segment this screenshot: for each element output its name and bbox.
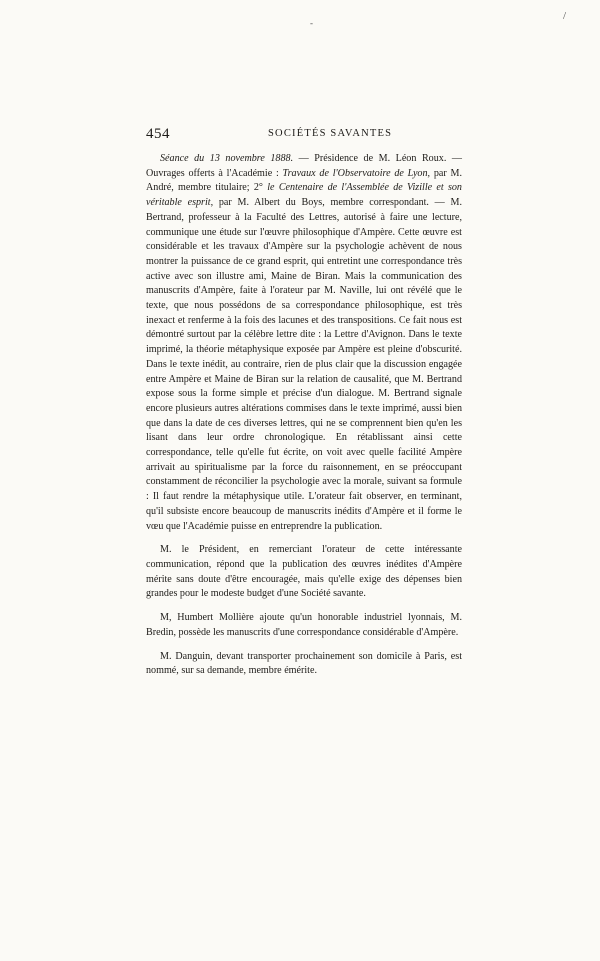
paragraph-session-report: [146, 152, 462, 534]
paragraph-president-reply: M. le Président, en remerciant l'orateur de cette intéressante communication, répond que la publication des œuvres inédites d'Ampère mérite sans doute d'être encouragée, mais qu'elle exige des dépenses bien grandes pour le modeste budget d'une Société savante.: [146, 544, 462, 600]
paragraph-text-b: par M. André, membre titulaire; 2°: [146, 167, 463, 194]
page-number: 454: [146, 126, 170, 142]
work-title-1: Travaux de l'Observatoire de Lyon,: [282, 167, 431, 179]
stray-mark-top: -: [310, 18, 313, 28]
running-head: [146, 126, 462, 144]
paragraph-text-c: par M. Albert du Boys, membre correspondant. — M. Bertrand, professeur à la Faculté des Lettres, autorisé à faire une lecture, communique une étude sur l'œuvre philosophique d'Ampère. Cette œuvre est considérable et les travaux d'Ampère sur la psychologie achèvent de nous montrer la puissance de ce grand esprit, qui entretint une correspondance très active avec son illustre ami, Maine de Biran. Mais la communication des manuscrits d'Ampère, faite à l'orateur par M. Naville, lui ont révélé que le texte, que nous possédons de sa correspondance philosophique, est très inexact et renferme à la fois des lacunes et des transpositions. Ce fait nous est démontré surtout par la célèbre lettre dite : la Lettre d'Avignon. Dans le texte imprimé, la théorie métaphysique exposée par Ampère est pleine d'obscurité. Dans le texte inédit, au contraire, rien de plus clair que la discussion engagée entre Ampère et Maine de Biran sur la relation de causalité, que M. Bertrand expose sous la forme simple et précise d'un dialogue. M. Bertrand signale encore plusieurs autres altérations commises dans le texte imprimé, aussi bien que dans la date de ces diverses lettres, qui ne se comprennent bien qu'en les lisant dans leur ordre chronologique. En rétablissant ainsi cette correspondance, telle qu'elle fut écrite, on voit avec quelle facilité Ampère arrivait au spiritualisme par la force du raisonnement, en se préoccupant constamment de réconcilier la psychologie avec la morale, suivant sa formule : Il faut rendre la métaphysique utile. L'orateur fait observer, en terminant, qu'il subsiste encore beaucoup de manuscrits inédits d'Ampère et il forme le vœu que l'Académie puisse en entreprendre la publication.: [146, 197, 463, 532]
work-title-2: le Centenaire de l'Assemblée de Vizille et son véritable esprit,: [146, 182, 462, 209]
running-title: SOCIÉTÉS SAVANTES: [268, 128, 393, 139]
stray-mark-corner: /: [563, 10, 567, 22]
paragraph-danguin: M. Danguin, devant transporter prochainement son domicile à Paris, est nommé, sur sa demande, membre émérite.: [146, 650, 462, 677]
paragraph-molliere: M, Humbert Mollière ajoute qu'un honorable industriel lyonnais, M. Bredin, possède les manuscrits d'une correspondance considérable d'Ampère.: [146, 612, 462, 638]
paragraph-text-a: — Présidence de M. Léon Roux. — Ouvrages offerts à l'Académie :: [146, 153, 462, 179]
session-date: Séance du 13 novembre 1888.: [160, 153, 294, 164]
book-page: [146, 126, 462, 688]
